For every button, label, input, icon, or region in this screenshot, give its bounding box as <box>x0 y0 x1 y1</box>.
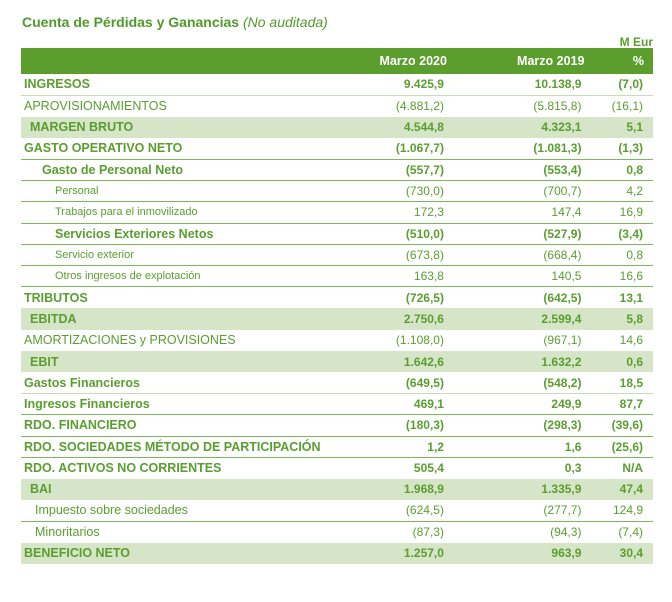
row-label: BENEFICIO NETO <box>24 546 131 561</box>
row-label: TRIBUTOS <box>24 290 88 305</box>
row-minoritarios <box>21 521 653 542</box>
row-label: GASTO OPERATIVO NETO <box>21 138 333 159</box>
value-2020: 505,4 <box>413 461 444 476</box>
title-note: (No auditada) <box>242 14 328 30</box>
header-marzo-2019: Marzo 2019 <box>517 54 585 68</box>
row-bai <box>21 479 653 500</box>
value-2020: (87,3) <box>412 525 444 540</box>
row-label: Personal <box>21 180 333 201</box>
value-2020: (557,7) <box>333 159 456 180</box>
value-2020: 1,2 <box>333 436 456 457</box>
row-label: Otros ingresos de explotación <box>21 266 333 287</box>
value-pct: 87,7 <box>593 393 653 414</box>
value-2020: (4.881,2) <box>395 99 444 114</box>
value-2019: (527,9) <box>456 223 594 244</box>
row-ingresos <box>21 74 653 95</box>
row-margen-bruto <box>21 117 653 138</box>
value-pct: 13,1 <box>619 290 643 305</box>
value-pct: 5,1 <box>626 120 643 135</box>
value-2020: 1.257,0 <box>403 546 444 561</box>
value-2019: 1.335,9 <box>541 482 582 497</box>
value-2019: 147,4 <box>456 202 594 223</box>
row-rdo-sociedades-metodo-participacion <box>21 436 653 457</box>
value-2020: 469,1 <box>333 393 456 414</box>
row-label: RDO. SOCIEDADES MÉTODO DE PARTICIPACIÓN <box>21 436 333 457</box>
value-2020: (1.067,7) <box>333 138 456 159</box>
value-2020: (673,8) <box>333 244 456 265</box>
value-2019: 0,3 <box>564 461 582 476</box>
value-2019: 2.599,4 <box>541 311 582 326</box>
header-marzo-2020: Marzo 2020 <box>379 54 447 68</box>
value-2019: (94,3) <box>550 525 582 540</box>
income-statement-table <box>21 48 653 564</box>
page-title <box>22 14 328 30</box>
value-2019: (700,7) <box>456 180 594 201</box>
value-pct: (39,6) <box>593 415 653 436</box>
value-2020: 1.642,6 <box>403 354 444 369</box>
value-2019: (967,1) <box>543 333 582 348</box>
row-amortizaciones-provisiones <box>21 330 653 351</box>
value-pct: 18,5 <box>593 372 653 393</box>
row-label: Gastos Financieros <box>21 372 333 393</box>
value-pct: 0,6 <box>626 354 643 369</box>
header-pct: % <box>632 54 644 68</box>
row-label: INGRESOS <box>21 74 333 95</box>
value-pct: (25,6) <box>593 436 653 457</box>
value-2019: (553,4) <box>456 159 594 180</box>
row-label: RDO. FINANCIERO <box>21 415 333 436</box>
row-label: MARGEN BRUTO <box>30 120 134 135</box>
title-main: Cuenta de Pérdidas y Ganancias <box>22 14 240 30</box>
value-2019: 1.632,2 <box>541 354 582 369</box>
value-pct: 16,9 <box>593 202 653 223</box>
row-impuesto-sociedades <box>21 500 653 521</box>
row-label: Servicio exterior <box>21 244 333 265</box>
value-pct: (7,0) <box>593 74 653 95</box>
value-2019: 963,9 <box>551 546 582 561</box>
value-2019: 1,6 <box>456 436 594 457</box>
value-2019: (668,4) <box>456 244 594 265</box>
row-label: Gasto de Personal Neto <box>21 159 333 180</box>
value-pct: 0,8 <box>593 244 653 265</box>
row-servicio-exterior <box>21 244 653 265</box>
value-pct: 30,4 <box>619 546 643 561</box>
value-pct: (3,4) <box>593 223 653 244</box>
value-pct: 14,6 <box>619 333 643 348</box>
value-2019: 140,5 <box>456 266 594 287</box>
row-ebitda <box>21 308 653 329</box>
row-ebit <box>21 351 653 372</box>
value-2020: (510,0) <box>333 223 456 244</box>
row-trabajos-inmovilizado <box>21 202 653 223</box>
row-label: Trabajos para el inmovilizado <box>21 202 333 223</box>
value-2019: (277,7) <box>456 500 594 521</box>
row-beneficio-neto <box>21 543 653 564</box>
header-label <box>21 48 333 74</box>
row-label: Ingresos Financieros <box>21 393 333 414</box>
row-label: Minoritarios <box>35 525 100 540</box>
row-personal <box>21 180 653 201</box>
unit-label: M Eur <box>619 35 653 49</box>
row-label: EBITDA <box>30 311 77 326</box>
row-gasto-operativo-neto <box>21 138 653 159</box>
value-2019: (1.081,3) <box>456 138 594 159</box>
value-pct: N/A <box>622 461 643 476</box>
row-label: APROVISIONAMIENTOS <box>24 99 167 114</box>
value-2020: 163,8 <box>333 266 456 287</box>
value-2020: (624,5) <box>333 500 456 521</box>
row-label: BAI <box>30 482 52 497</box>
row-aprovisionamientos <box>21 95 653 116</box>
value-2020: (726,5) <box>405 290 444 305</box>
value-pct: 124,9 <box>593 500 653 521</box>
row-label: RDO. ACTIVOS NO CORRIENTES <box>24 461 222 476</box>
row-label: Servicios Exteriores Netos <box>21 223 333 244</box>
row-servicios-exteriores-netos <box>21 223 653 244</box>
value-pct: 47,4 <box>619 482 643 497</box>
row-label: EBIT <box>30 354 59 369</box>
value-2020: 4.544,8 <box>403 120 444 135</box>
value-pct: 4,2 <box>593 180 653 201</box>
row-rdo-financiero <box>21 415 653 436</box>
row-gasto-personal-neto <box>21 159 653 180</box>
value-pct: (1,3) <box>593 138 653 159</box>
row-tributos <box>21 287 653 308</box>
value-2019: (298,3) <box>456 415 594 436</box>
value-2020: (730,0) <box>333 180 456 201</box>
row-gastos-financieros <box>21 372 653 393</box>
value-2019: (642,5) <box>543 290 582 305</box>
value-pct: 0,8 <box>593 159 653 180</box>
row-label: AMORTIZACIONES y PROVISIONES <box>24 333 236 348</box>
value-2020: 2.750,6 <box>403 311 444 326</box>
row-ingresos-financieros <box>21 393 653 414</box>
value-2019: 4.323,1 <box>541 120 582 135</box>
value-2020: (649,5) <box>333 372 456 393</box>
row-label: Impuesto sobre sociedades <box>21 500 333 521</box>
value-2019: 10.138,9 <box>456 74 594 95</box>
row-rdo-activos-no-corrientes <box>21 457 653 478</box>
value-2020: (180,3) <box>333 415 456 436</box>
value-2019: 249,9 <box>456 393 594 414</box>
value-pct: (16,1) <box>611 99 643 114</box>
row-otros-ingresos-explotacion <box>21 266 653 287</box>
value-2019: (548,2) <box>456 372 594 393</box>
value-2020: 172,3 <box>333 202 456 223</box>
value-2020: 1.968,9 <box>403 482 444 497</box>
value-pct: (7,4) <box>618 525 643 540</box>
value-2019: (5.815,8) <box>533 99 582 114</box>
value-2020: (1.108,0) <box>395 333 444 348</box>
value-pct: 16,6 <box>593 266 653 287</box>
value-2020: 9.425,9 <box>333 74 456 95</box>
table-header <box>21 48 653 74</box>
value-pct: 5,8 <box>626 311 643 326</box>
